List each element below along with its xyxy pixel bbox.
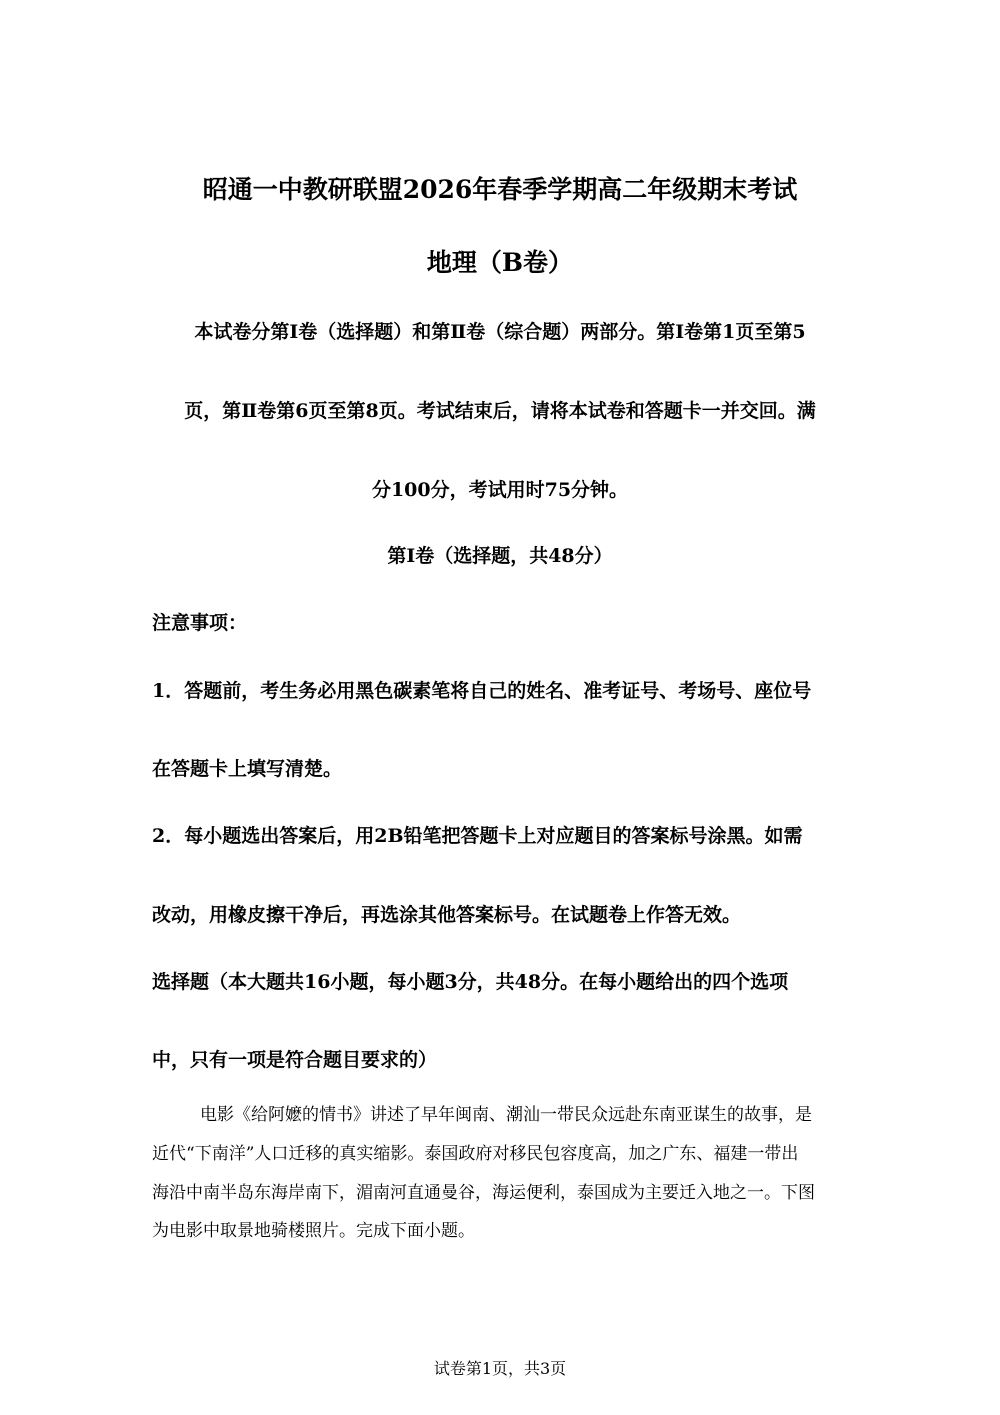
choice-section-line-2: 中，只有一项是符合题目要求的） xyxy=(152,1049,438,1071)
passage-line-2: 近代“下南洋”人口迁移的真实缩影。泰国政府对移民包容度高，加之广东、福建一带出 xyxy=(152,1144,799,1164)
passage-line-1: 电影《给阿嬷的情书》讲述了早年闽南、潮汕一带民众远赴东南亚谋生的故事，是 xyxy=(200,1105,812,1125)
notice-heading: 注意事项： xyxy=(152,612,248,634)
page-footer: 试卷第1页，共3页 xyxy=(433,1359,567,1378)
passage-line-3: 海沿中南半岛东海岸南下，湄南河直通曼谷，海运便利，泰国成为主要迁入地之一。下图 xyxy=(152,1183,815,1203)
intro-line-2: 页，第Ⅱ卷第6页至第8页。考试结束后，请将本试卷和答题卡一并交回。满 xyxy=(184,400,816,422)
notice-item-1-line-1: 1．答题前，考生务必用黑色碳素笔将自己的姓名、准考证号、考场号、座位号 xyxy=(152,680,812,702)
exam-title: 昭通一中教研联盟2026年春季学期高二年级期末考试 xyxy=(202,175,798,204)
notice-item-2-line-1: 2．每小题选出答案后，用2B铅笔把答题卡上对应题目的答案标号涂黑。如需 xyxy=(152,825,803,847)
intro-line-3: 分100分，考试用时75分钟。 xyxy=(371,479,629,501)
notice-item-1-line-2: 在答题卡上填写清楚。 xyxy=(152,758,343,780)
choice-section-line-1: 选择题（本大题共16小题，每小题3分，共48分。在每小题给出的四个选项 xyxy=(152,971,789,993)
notice-item-2-line-2: 改动，用橡皮擦干净后，再选涂其他答案标号。在试题卷上作答无效。 xyxy=(152,904,742,926)
passage-line-4: 为电影中取景地骑楼照片。完成下面小题。 xyxy=(152,1221,475,1241)
section-title: 第Ⅰ卷（选择题，共48分） xyxy=(387,545,613,567)
intro-line-1: 本试卷分第Ⅰ卷（选择题）和第Ⅱ卷（综合题）两部分。第Ⅰ卷第1页至第5 xyxy=(194,321,806,343)
exam-subject: 地理（B卷） xyxy=(426,248,574,277)
